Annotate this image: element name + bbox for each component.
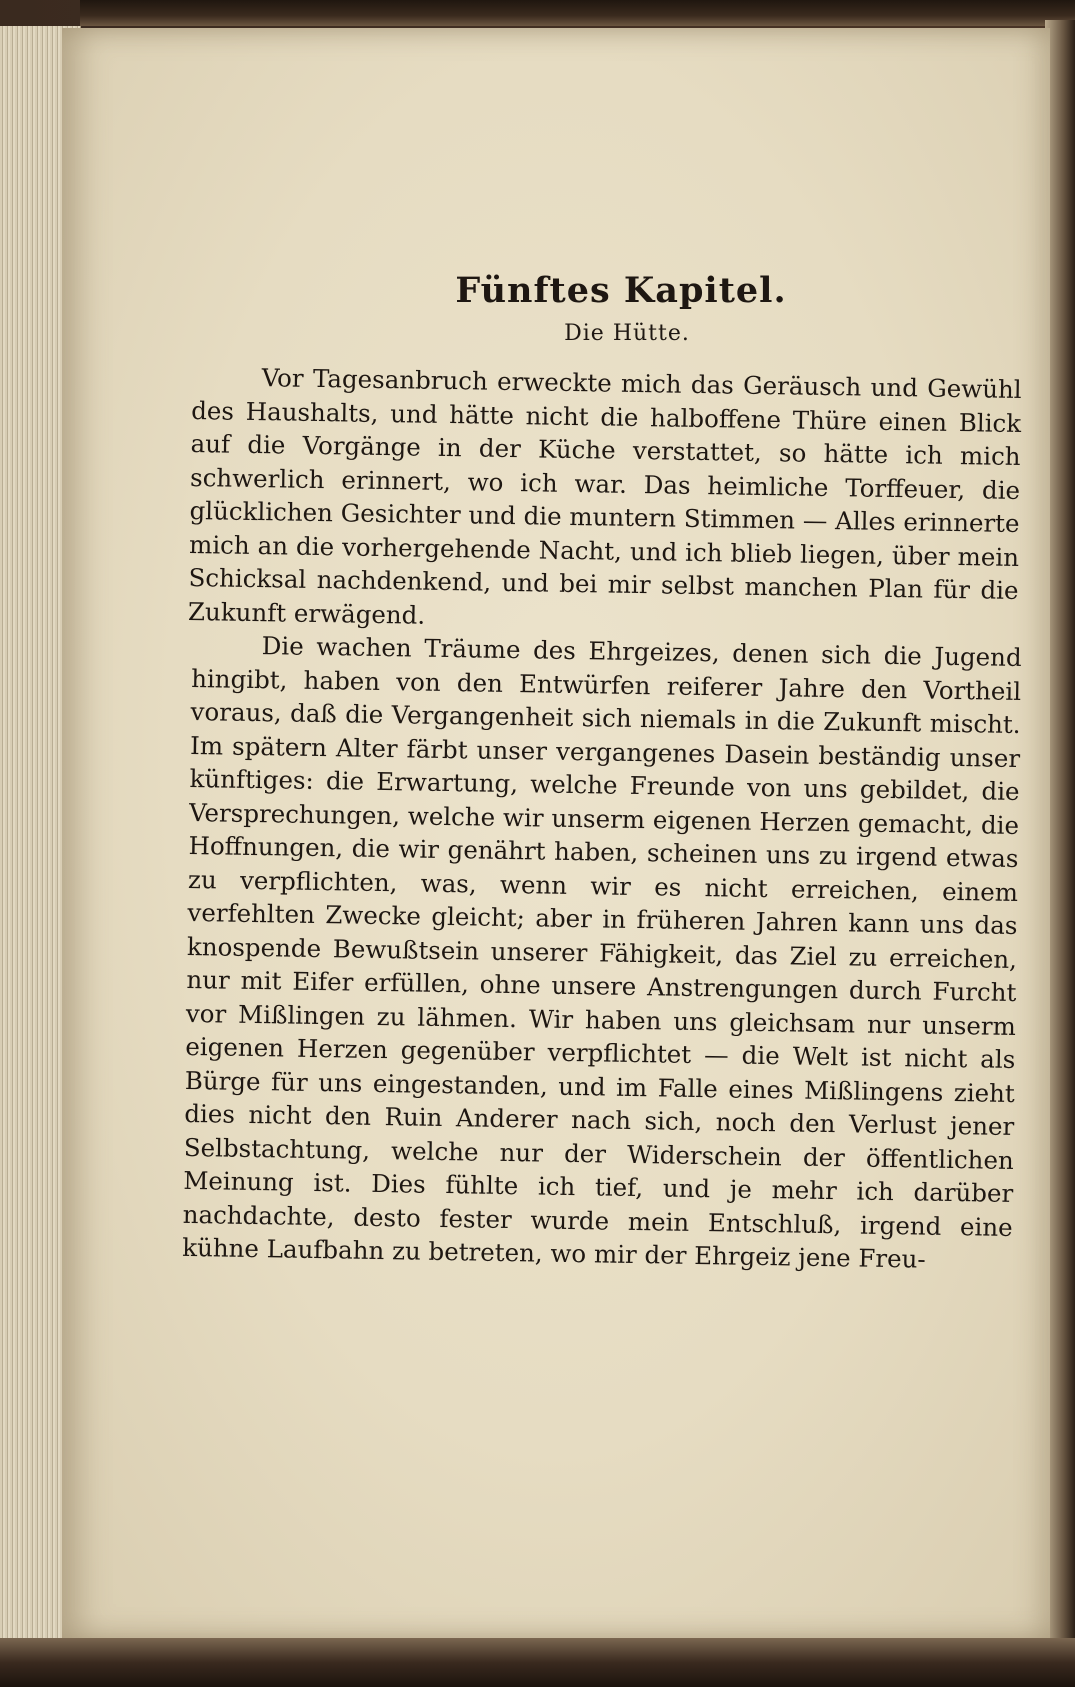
page-content — [182, 270, 1022, 1274]
book-top-edge — [80, 0, 1075, 26]
chapter-subtitle: Die Hütte. — [564, 321, 690, 346]
chapter-title: Fünftes Kapitel. — [455, 270, 787, 311]
paragraph-2: Die wachen Träume des Ehrgeizes, denen sich die Jugend hingibt, haben von den Entwürfen reiferer Jahre den Vortheil voraus, daß die Vergangenheit sich niemals in die Zukunft mischt. Im spätern Alter färbt unser vergangenes Dasein beständig unser künftiges: die Erwartung, welche Freunde von uns gebildet, die Versprechungen, welche wir unserm eigenen Herzen gemacht, die Hoffnungen, die wir genährt haben, scheinen uns zu irgend etwas zu verpflichten, was, wenn wir es nicht erreichen, einem verfehlten Zwecke gleicht; aber in früheren Jahren kann uns das knospende Bewußtsein unserer Fähigkeit, das Ziel zu erreichen, nur mit Eifer erfüllen, ohne unsere Anstrengungen durch Furcht vor Mißlingen zu lähmen. Wir haben uns gleichsam nur unserm eigenen Herzen gegenüber verpflichtet — die Welt ist nicht als Bürge für uns eingestanden, und im Falle eines Mißlingens zieht dies nicht den Ruin Anderer nach sich, noch den Verlust jener Selbstachtung, welche nur der Widerschein der öffentlichen Meinung ist. Dies fühlte ich tief, und je mehr ich darüber nachdachte, desto fester wurde mein Entschluß, irgend eine kühne Laufbahn zu betreten, wo mir der Ehrgeiz jene Freu- — [182, 631, 1022, 1274]
book-bottom-edge — [0, 1638, 1075, 1687]
paragraph-1: Vor Tagesanbruch erweckte mich das Geräusch und Gewühl des Haushalts, und hätte nicht die halboffene Thüre einen Blick auf die Vorgänge in der Küche verstattet, so hätte ich mich schwerlich erinnert, wo ich war. Das heimliche Torffeuer, die glücklichen Gesichter und die muntern Stimmen — Alles erinnerte mich an die vorhergehende Nacht, und ich blieb liegen, über mein Schicksal nachdenkend, und bei mir selbst manchen Plan für die Zukunft erwägend. — [187, 363, 1022, 630]
